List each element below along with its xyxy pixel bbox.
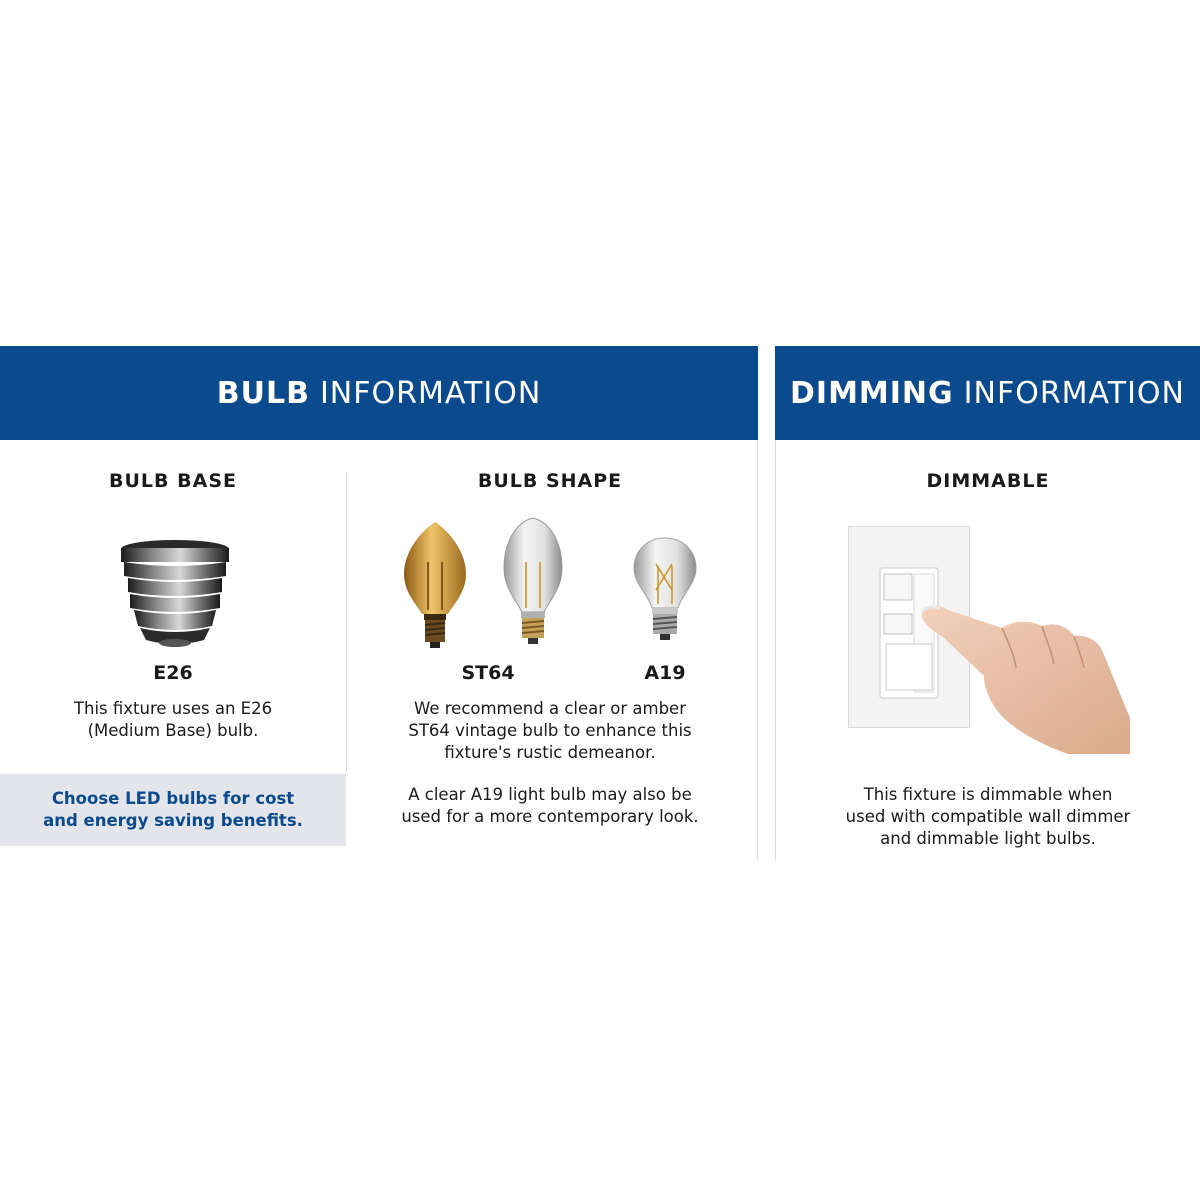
bulb-shape-text2-line1: A clear A19 light bulb may also be [408,785,692,804]
bulb-base-heading: BULB BASE [109,470,237,492]
dimming-description-line1: This fixture is dimmable when [863,785,1113,804]
bulb-information-title-rest: INFORMATION [319,375,542,411]
bulb-base-description-line1: This fixture uses an E26 [73,699,273,718]
dimming-description-line3: and dimmable light bulbs. [880,829,1096,848]
dimming-information-title-rest: INFORMATION [963,375,1185,411]
dimming-information-title-bold: DIMMING [790,375,954,411]
panel-divider-right [775,440,776,860]
hand-icon [918,598,1132,754]
a19-label: A19 [644,662,686,684]
st64-label: ST64 [461,662,515,684]
dimmable-heading: DIMMABLE [926,470,1050,492]
bulb-shape-text1-line1: We recommend a clear or amber [414,699,686,718]
panel-divider-left [757,440,758,860]
e26-bulb-base-icon [118,540,232,648]
clear-st64-bulb-icon [502,518,564,646]
bulb-base-description-line2: (Medium Base) bulb. [87,721,259,740]
led-tip-line2: and energy saving benefits. [43,811,303,830]
a19-bulb-icon [632,536,698,644]
dimming-description-line2: used with compatible wall dimmer [845,807,1131,826]
bulb-shape-text2-line2: used for a more contemporary look. [401,807,699,826]
bulb-information-banner [0,346,758,440]
bulb-shape-heading: BULB SHAPE [477,470,623,492]
dimming-information-banner [775,346,1200,440]
bulb-information-title-bold: BULB [216,375,310,411]
amber-st64-bulb-icon [400,522,470,650]
led-tip-box [0,774,346,846]
bulb-shape-text1-line3: fixture's rustic demeanor. [444,743,656,762]
led-tip-line1: Choose LED bulbs for cost [51,788,295,808]
bulb-section-divider [346,472,347,772]
bulb-shape-text1-line2: ST64 vintage bulb to enhance this [408,721,692,740]
e26-label: E26 [153,662,193,684]
